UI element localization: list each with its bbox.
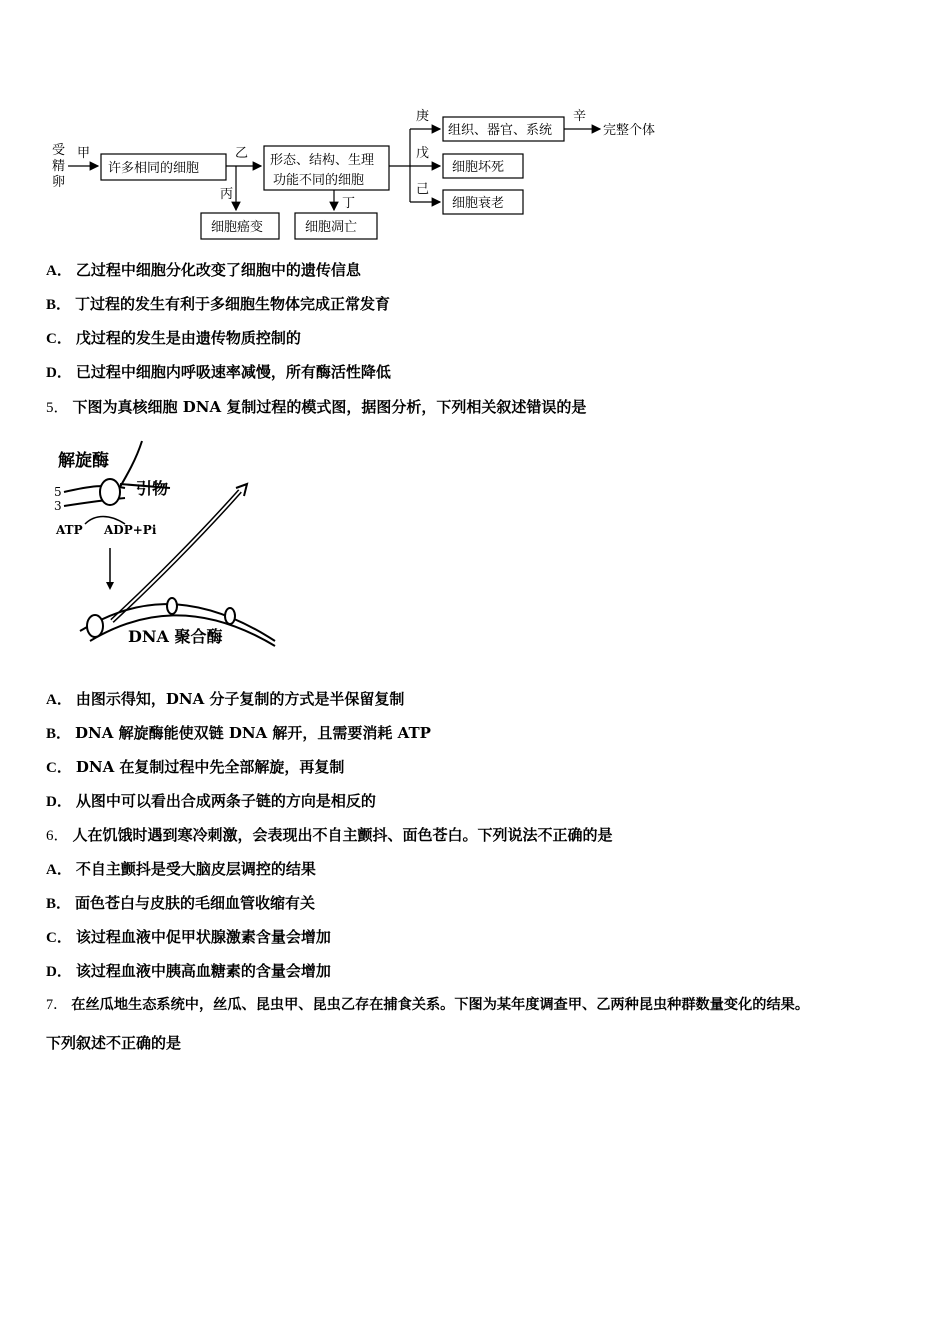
node-necrosis: 细胞坏死 [452, 160, 505, 175]
node-aging: 细胞衰老 [452, 196, 505, 211]
polymerase-shape-3 [225, 608, 235, 624]
edge-yi: 乙 [235, 146, 249, 161]
node-apoptosis: 细胞凋亡 [305, 220, 358, 235]
q6-option-d: D． 该过程血液中胰高血糖素的含量会增加 [46, 962, 331, 980]
q5-option-c: C． DNA 在复制过程中先全部解旋，再复制 [46, 758, 345, 776]
edge-jia: 甲 [77, 146, 91, 161]
node-diff-line2: 功能不同的细胞 [273, 173, 365, 188]
q6-option-c: C． 该过程血液中促甲状腺激素含量会增加 [46, 928, 331, 946]
node-cancer: 细胞癌变 [211, 220, 264, 235]
cell-fate-flowchart [40, 100, 680, 245]
dna-replication-figure [50, 436, 290, 656]
node-individual: 完整个体 [603, 123, 656, 138]
q4-option-d: D． 已过程中细胞内呼吸速率减慢，所有酶活性降低 [46, 363, 391, 381]
q7-stem-line2: 下列叙述不正确的是 [46, 1034, 182, 1052]
node-tissue: 组织、器官、系统 [448, 123, 553, 138]
label-five-prime: 5 [54, 485, 62, 499]
q6-option-a: A． 不自主颤抖是受大脑皮层调控的结果 [46, 860, 316, 878]
q6-option-b: B． 面色苍白与皮肤的毛细血管收缩有关 [46, 894, 316, 912]
helicase-shape [100, 479, 120, 505]
q4-option-b: B． 丁过程的发生有利于多细胞生物体完成正常发育 [46, 295, 391, 313]
node-many-same: 许多相同的细胞 [108, 161, 200, 176]
q7-stem-line1: 7． 在丝瓜地生态系统中，丝瓜、昆虫甲、昆虫乙存在捕食关系。下图为某年度调查甲、乙两种昆虫种群数量变化的结果。 [46, 997, 810, 1013]
edge-ji: 己 [416, 182, 430, 197]
edge-ding: 丁 [342, 196, 356, 211]
label-primer: 引物 [136, 479, 169, 498]
edge-xin: 辛 [573, 109, 587, 124]
label-atp: ATP [56, 523, 83, 537]
start-label-1: 受 [52, 143, 66, 158]
q5-stem: 5． 下图为真核细胞 DNA 复制过程的模式图，据图分析，下列相关叙述错误的是 [46, 398, 587, 416]
q4-option-a: A． 乙过程中细胞分化改变了细胞中的遗传信息 [46, 261, 361, 279]
edge-geng: 庚 [416, 109, 430, 124]
start-label-2: 精 [52, 159, 66, 174]
start-label-3: 卵 [52, 175, 66, 190]
edge-wu: 戊 [416, 146, 430, 161]
q5-option-b: B． DNA 解旋酶能使双链 DNA 解开，且需要消耗 ATP [46, 724, 431, 742]
label-three-prime: 3 [54, 499, 62, 513]
label-adp: ADP+Pi [104, 523, 157, 537]
label-polymerase: DNA 聚合酶 [128, 627, 223, 646]
q5-option-d: D． 从图中可以看出合成两条子链的方向是相反的 [46, 792, 376, 810]
label-helicase: 解旋酶 [58, 451, 109, 471]
q6-stem: 6． 人在饥饿时遇到寒冷刺激，会表现出不自主颤抖、面色苍白。下列说法不正确的是 [46, 826, 613, 844]
polymerase-shape-2 [167, 598, 177, 614]
q5-option-a: A． 由图示得知，DNA 分子复制的方式是半保留复制 [46, 690, 405, 708]
node-diff-line1: 形态、结构、生理 [270, 153, 375, 168]
edge-bing: 丙 [220, 187, 234, 202]
polymerase-shape-1 [87, 615, 103, 637]
q4-option-c: C． 戊过程的发生是由遗传物质控制的 [46, 329, 301, 347]
